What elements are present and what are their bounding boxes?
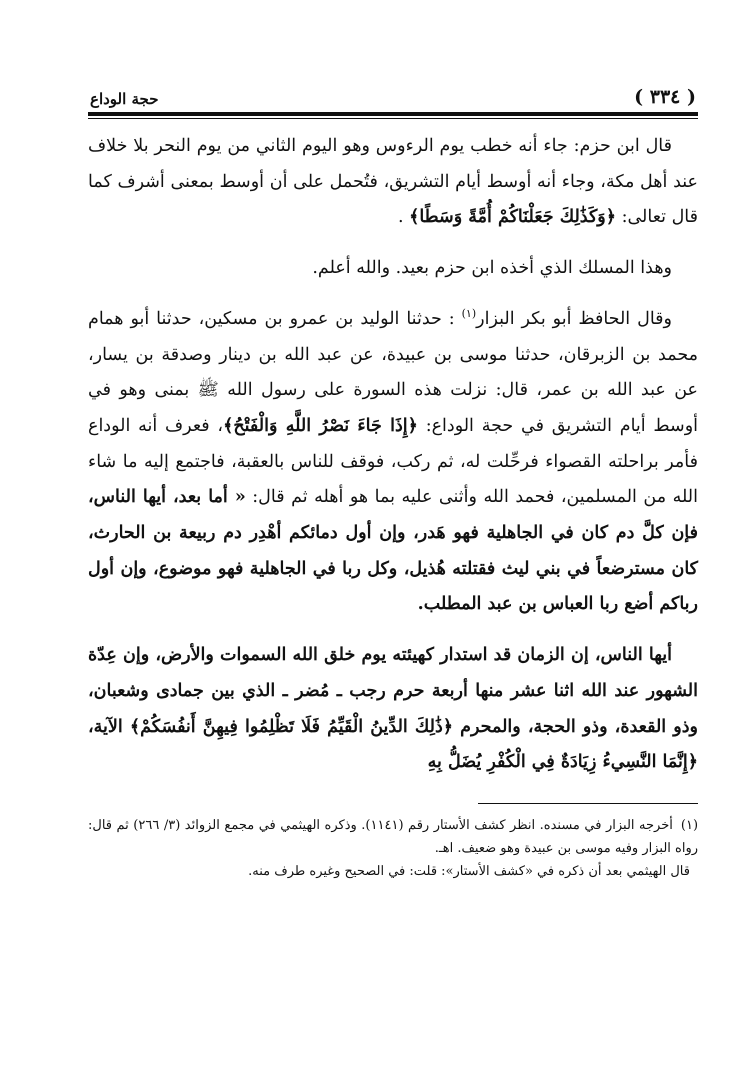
paragraph-text: قال ابن حزم: جاء أنه خطب يوم الرءوس وهو اليوم الثاني من يوم النحر بلا خلاف عند أهل مكة، وجاء أنه أوسط أيام التشريق، فتُحمل على أن أوسط بمعنى أشرف كما قال تعالى:	[88, 136, 698, 228]
paragraph-khutba	[88, 638, 698, 781]
footnote-number: (١)	[680, 817, 699, 833]
paragraph-text: : حدثنا الوليد بن عمرو بن مسكين، حدثنا أبو همام محمد بن الزبرقان، حدثنا موسى بن عبيدة، عن عبد الله بن دينار وصدقة بن يسار، عن عبد الله بن عمر، قال: نزلت هذه السورة على رسول الله ﷺ بمنى وهو في أوسط أيام التشريق في حجة الوداع:	[88, 308, 699, 436]
footnote-text: قال الهيثمي بعد أن ذكره في «كشف الأستار»: قلت: في الصحيح وغيره طرف منه.	[248, 863, 690, 879]
page-header	[88, 78, 698, 108]
quran-verse: ﴿ذَٰلِكَ الدِّينُ الْقَيِّمُ فَلَا تَظْلِمُوا فِيهِنَّ أَنفُسَكُمْ﴾	[129, 716, 454, 737]
quran-verse: ﴿وَكَذَٰلِكَ جَعَلْنَاكُمْ أُمَّةً وَسَطًا﴾	[409, 207, 616, 228]
footnote-reference: (١)	[461, 306, 477, 320]
footnote-item	[88, 814, 698, 860]
paragraph-conclusion	[88, 251, 698, 287]
paragraph-text: وقال الحافظ أبو بكر البزار	[476, 308, 672, 329]
footnotes	[88, 814, 698, 883]
paragraph-text: .	[397, 207, 410, 228]
paragraph-ibn-hazm	[88, 129, 698, 236]
hadith-quote: « أما بعد، أيها الناس، فإن كلَّ دم كان في الجاهلية فهو هَدر، وإن أول دمائكم أهْدِر دم ربيعة بن الحارث، كان مسترضعاً في بني ليث فقتلته هُذيل، وكل ربا في الجاهلية فهو موضوع، وإن أول رباكم أضع ربا العباس بن عبد المطلب.	[88, 487, 698, 615]
page-number: ( ٣٣٤ )	[634, 86, 696, 108]
footnote-separator	[478, 803, 698, 804]
book-page	[88, 78, 698, 883]
paragraph-text: وهذا المسلك الذي أخذه ابن حزم بعيد. والله أعلم.	[312, 258, 672, 279]
paragraph-text: ، فعرف أنه الوداع فأمر براحلته القصواء فرحِّلت له، ثم ركب، فوقف للناس بالعقبة، فاجتمع إليه ما شاء الله من المسلمين، فحمد الله وأثنى عليه بما هو أهله ثم قال:	[88, 415, 698, 508]
footnote-text: أخرجه البزار في مسنده. انظر كشف الأستار رقم (١١٤١). وذكره الهيثمي في مجمع الزوائد (٣/ ٢٦٦) ثم قال: رواه البزار وفيه موسى بن عبيدة وهو ضعيف. اهـ.	[88, 817, 698, 856]
running-title: حجة الوداع	[90, 90, 159, 108]
header-rule-thick	[88, 112, 698, 116]
hadith-quote: الآية،	[88, 716, 130, 737]
footnote-item	[88, 860, 698, 883]
header-rule-thin	[88, 118, 698, 119]
paragraph-bazzar-hadith	[88, 302, 698, 623]
quran-verse: ﴿إِنَّمَا النَّسِيءُ زِيَادَةٌ فِي الْكُفْرِ يُضَلُّ بِهِ	[427, 752, 698, 773]
hadith-quote: أيها الناس، إن الزمان قد استدار كهيئته يوم خلق الله السموات والأرض، وإن عِدّة الشهور عند الله اثنا عشر منها أربعة حرم رجب ـ مُضر ـ الذي بين جمادى وشعبان، وذو القعدة، وذو الحجة، والمحرم	[88, 645, 698, 737]
quran-verse: ﴿إِذَا جَاءَ نَصْرُ اللَّهِ وَالْفَتْحُ﴾	[223, 415, 418, 436]
main-text	[88, 129, 698, 781]
